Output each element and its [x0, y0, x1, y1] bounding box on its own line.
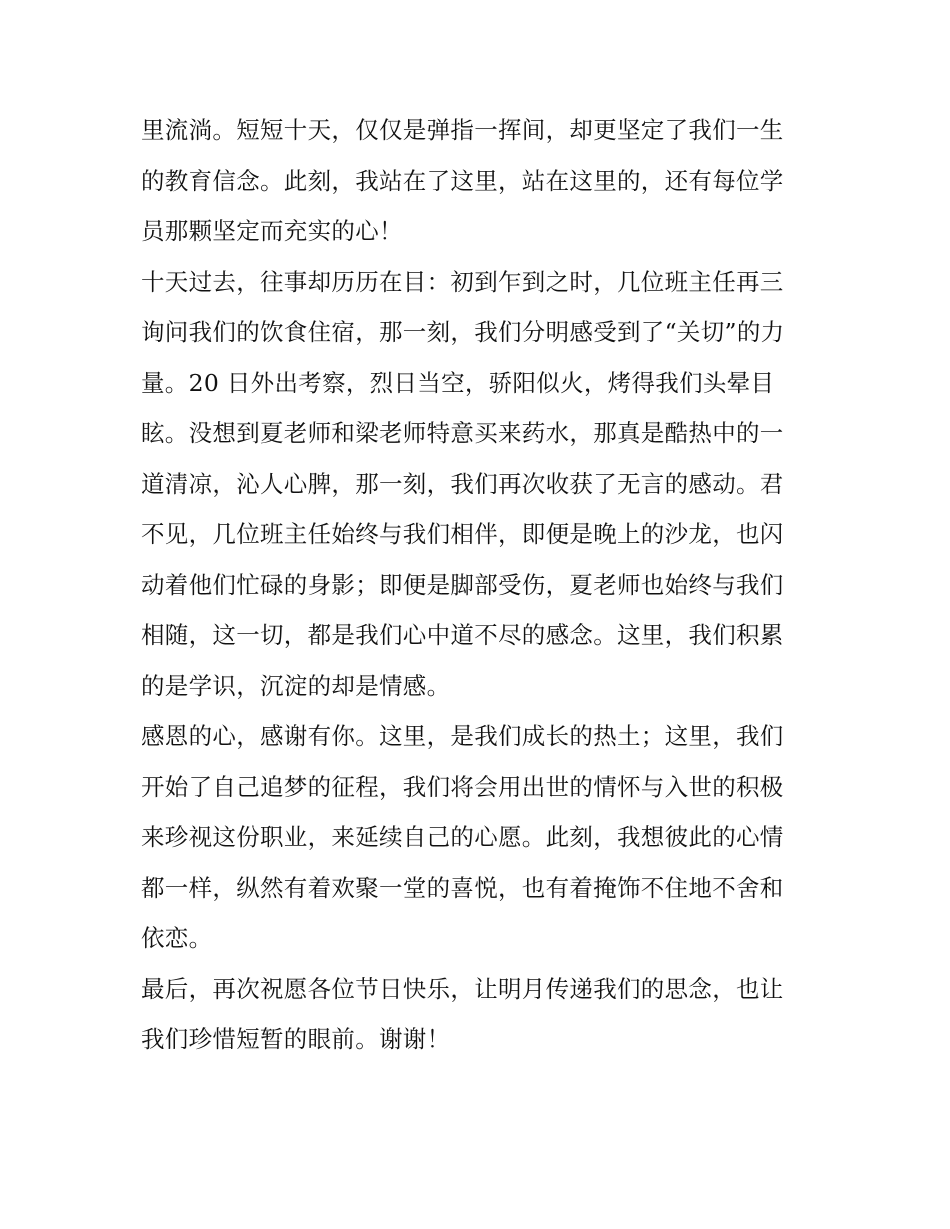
text-line: 最后，再次祝愿各位节日快乐，让明月传递我们的思念，也让: [141, 974, 784, 1003]
text-line: 的是学识，沉淀的却是情感。: [141, 671, 451, 700]
text-line: 十天过去，往事却历历在目：初到乍到之时，几位班主任再三: [141, 267, 784, 296]
text-line: 我们珍惜短暂的眼前。谢谢！: [141, 1025, 451, 1053]
text-line: 量。20 日外出考察，烈日当空，骄阳似火，烤得我们头晕目: [141, 368, 775, 397]
text-line: 来珍视这份职业，来延续自己的心愿。此刻，我想彼此的心情: [141, 823, 784, 851]
paragraph-2: [141, 257, 813, 712]
text-line: 动着他们忙碌的身影；即便是脚部受伤，夏老师也始终与我们: [141, 570, 784, 599]
paragraph-3: [141, 711, 813, 964]
document-body: [141, 105, 813, 1065]
text-line: 员那颗坚定而充实的心！: [141, 217, 403, 245]
text-line: 询问我们的饮食住宿，那一刻，我们分明感受到了“关切”的力: [141, 318, 785, 346]
text-line: 依恋。: [141, 924, 213, 952]
text-line: 眩。没想到夏老师和梁老师特意买来药水，那真是酷热中的一: [141, 419, 784, 447]
text-line: 相随，这一切，都是我们心中道不尽的感念。这里，我们积累: [141, 621, 784, 649]
paragraph-4: [141, 964, 813, 1065]
text-line: 感恩的心，感谢有你。这里，是我们成长的热土；这里，我们: [141, 722, 784, 750]
text-line: 道清凉，沁人心脾，那一刻，我们再次收获了无言的感动。君: [141, 469, 784, 498]
text-line: 开始了自己追梦的征程，我们将会用出世的情怀与入世的积极: [141, 772, 784, 801]
paragraph-1: [141, 105, 813, 257]
text-line: 里流淌。短短十天，仅仅是弹指一挥间，却更坚定了我们一生: [141, 116, 784, 144]
text-line: 的教育信念。此刻，我站在了这里，站在这里的，还有每位学: [141, 166, 784, 195]
text-line: 不见，几位班主任始终与我们相伴，即便是晚上的沙龙，也闪: [141, 520, 784, 548]
text-line: 都一样，纵然有着欢聚一堂的喜悦，也有着掩饰不住地不舍和: [141, 873, 784, 902]
